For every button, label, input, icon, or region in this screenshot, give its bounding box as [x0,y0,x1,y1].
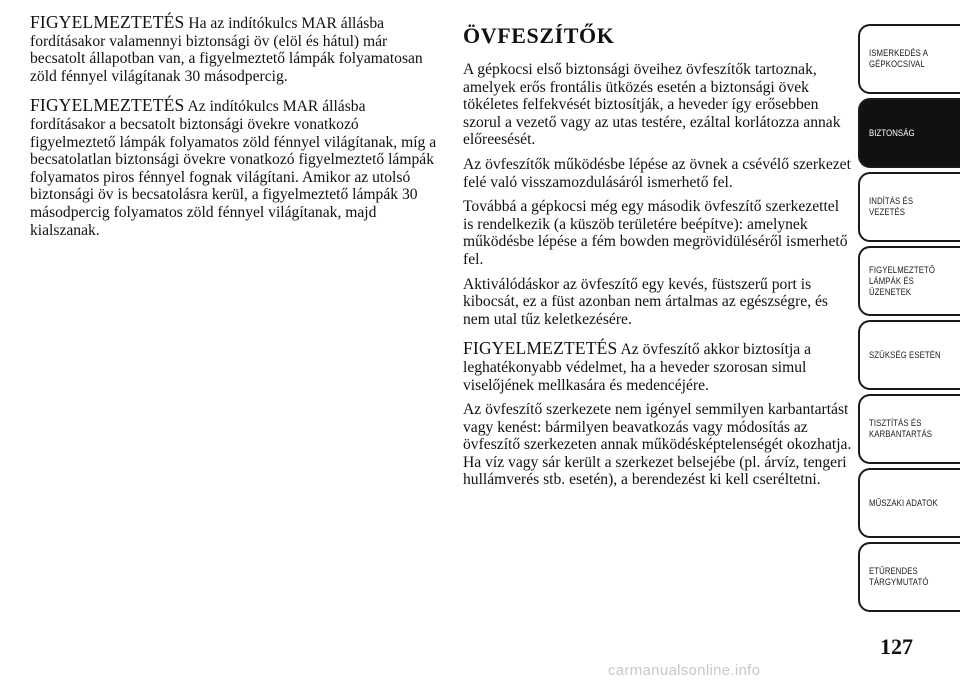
tab-emergency[interactable] [858,320,960,390]
tab-maintenance[interactable] [858,394,960,464]
watermark: carmanualsonline.info [608,662,761,679]
tab-label: ETŰRENDES TÁRGYMUTATÓ [869,566,929,588]
warning-paragraph-2 [30,97,440,239]
warning-label: FIGYELMEZTETÉS [30,12,185,32]
tab-label: SZÜKSÉG ESETÉN [869,349,941,361]
warning-label: FIGYELMEZTETÉS [463,338,618,359]
tab-label: INDÍTÁS ÉS VEZETÉS [869,196,914,218]
tab-getting-to-know-car[interactable] [858,24,960,94]
body-paragraph: A gépkocsi első biztonsági öveihez övfeszítők tartoznak, amelyek erős frontális ütközés esetén a biztonsági övek tökéletes felfekvését biztosítják, a heveder így erősebben szorul a vezető vagy az utas testére, ezáltal korlátozza annak előreesését. [463,61,841,149]
tab-label: TISZTÍTÁS ÉS KARBANTARTÁS [869,418,933,440]
tab-label: ISMERKEDÉS A GÉPKOCSIVAL [869,48,929,70]
tab-warning-lights[interactable] [858,246,960,316]
body-paragraph: Az övfeszítő szerkezete nem igényel semmilyen karbantartást vagy kenést: bármilyen beavatkozás vagy módosítás az övfeszítő szerkezeten annak működésképtelenségét okozhatja. Ha víz vagy sár került a szerkezet belsejébe (pl. árvíz, tengeri hullámverés stb. esetén), a berendezést ki kell cseréltetni. [463,401,852,489]
warning-label: FIGYELMEZTETÉS [30,95,185,116]
warning-text: Ha az indítókulcs MAR állásba fordításakor valamennyi biztonsági öv (elöl és hátul) már becsatolt állapotban van, a figyelmeztető lámpák folyamatosan zöld fénnyel világítanak 30 másodpercig. [30,15,423,85]
section-heading: ÖVFESZÍTŐK [463,23,615,48]
tab-label: FIGYELMEZTETŐ LÁMPÁK ÉS ÜZENETEK [869,264,935,298]
tab-index[interactable] [858,542,960,612]
tab-technical-data[interactable] [858,468,960,538]
tab-starting-driving[interactable] [858,172,960,242]
tab-label: BIZTONSÁG [869,127,915,139]
body-paragraph: Az övfeszítők működésbe lépése az övnek a csévélő szerkezet felé való visszamozdulásáról ismerhető fel. [463,155,851,191]
warning-text: Az indítókulcs MAR állásba fordításakor a becsatolt biztonsági övekre vonatkozó figyelmeztető lámpák folyamatos zöld fénnyel világítanak, míg a becsatolatlan biztonsági övekre vonatkozó figyelmeztető lámpák folyamatos piros fénnyel fognak világítani. Amikor az utolsó biztonsági öv is becsatolásra kerül, a figyelmeztető lámpák 30 másodpercig folyamatos zöld fénnyel világítanak, majd kialszanak. [30,98,437,239]
left-column [30,14,440,246]
chapter-tabs [858,24,960,616]
body-paragraph: Aktiválódáskor az övfeszítő egy kevés, füstszerű port is kibocsát, ez a füst azonban nem ártalmas az egészségre, és nem utal tűz keletkezésére. [463,275,828,328]
tab-label: MŰSZAKI ADATOK [869,497,938,509]
body-paragraph: Továbbá a gépkocsi még egy második övfeszítő szerkezettel is rendelkezik (a küszöb területére beépítve): amelynek működésbe lépése a fém bowden megrövidüléséről ismerhető fel. [463,198,848,268]
warning-text: Az övfeszítő akkor biztosítja a leghatékonyabb védelmet, ha a heveder szorosan simul viselőjének mellkasára és medencéjére. [463,341,812,394]
warning-paragraph [463,340,853,394]
right-column [463,14,853,496]
page-number: 127 [880,634,913,659]
warning-paragraph-1 [30,14,440,85]
tab-safety[interactable] [858,98,960,168]
